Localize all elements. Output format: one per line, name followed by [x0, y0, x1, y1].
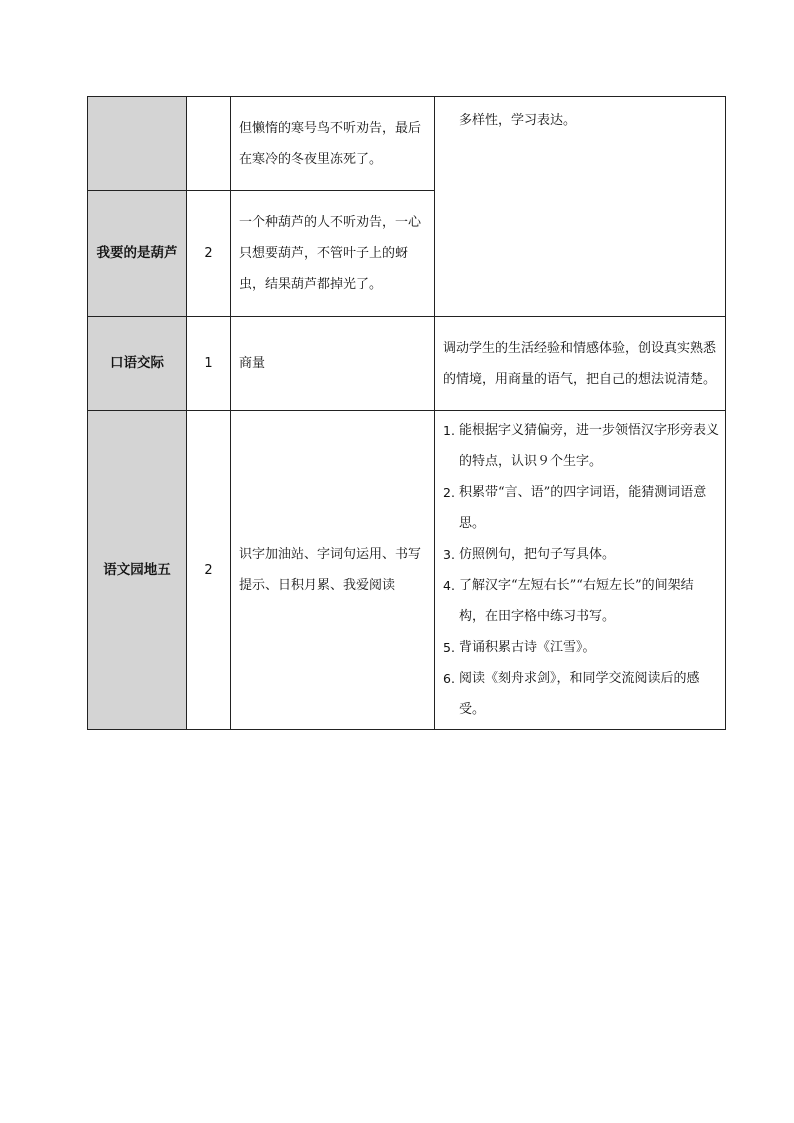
- goal-item: 6. 阅读《刻舟求剑》，和同学交流阅读后的感受。: [443, 671, 700, 717]
- curriculum-table: [87, 96, 726, 730]
- content-cell: 一个种葫芦的人不听劝告，一心只想要葫芦，不管叶子上的蚜虫，结果葫芦都掉光了。: [231, 191, 435, 317]
- goal-text: 多样性，学习表达。: [459, 113, 577, 128]
- lesson-cell: [88, 97, 187, 191]
- goal-cell: [435, 411, 726, 730]
- goal-list: [443, 415, 719, 725]
- goal-item: 2. 积累带“言、语”的四字词语，能猜测词语意思。: [443, 485, 707, 531]
- hours-cell: 2: [187, 411, 231, 730]
- goal-item: 3. 仿照例句，把句子写具体。: [443, 547, 616, 562]
- hours-cell: 2: [187, 191, 231, 317]
- lesson-cell: 口语交际: [88, 317, 187, 411]
- goal-item: 5. 背诵积累古诗《江雪》。: [443, 640, 596, 655]
- goal-item: 1. 能根据字义猜偏旁，进一步领悟汉字形旁表义的特点，认识９个生字。: [443, 423, 720, 469]
- goal-item: 4. 了解汉字“左短右长”“右短左长”的间架结构，在田字格中练习书写。: [443, 578, 694, 624]
- content-cell: 商量: [231, 317, 435, 411]
- hours-cell: 1: [187, 317, 231, 411]
- goal-cell: [435, 97, 726, 317]
- table-row: [88, 97, 726, 191]
- content-cell: 但懒惰的寒号鸟不听劝告，最后在寒冷的冬夜里冻死了。: [231, 97, 435, 191]
- hours-cell: [187, 97, 231, 191]
- content-cell: 识字加油站、字词句运用、书写提示、日积月累、我爱阅读: [231, 411, 435, 730]
- table-row: [88, 317, 726, 411]
- table-row: [88, 411, 726, 730]
- goal-cell: 调动学生的生活经验和情感体验，创设真实熟悉的情境，用商量的语气，把自己的想法说清楚。: [435, 317, 726, 411]
- lesson-cell: 语文园地五: [88, 411, 187, 730]
- lesson-cell: 我要的是葫芦: [88, 191, 187, 317]
